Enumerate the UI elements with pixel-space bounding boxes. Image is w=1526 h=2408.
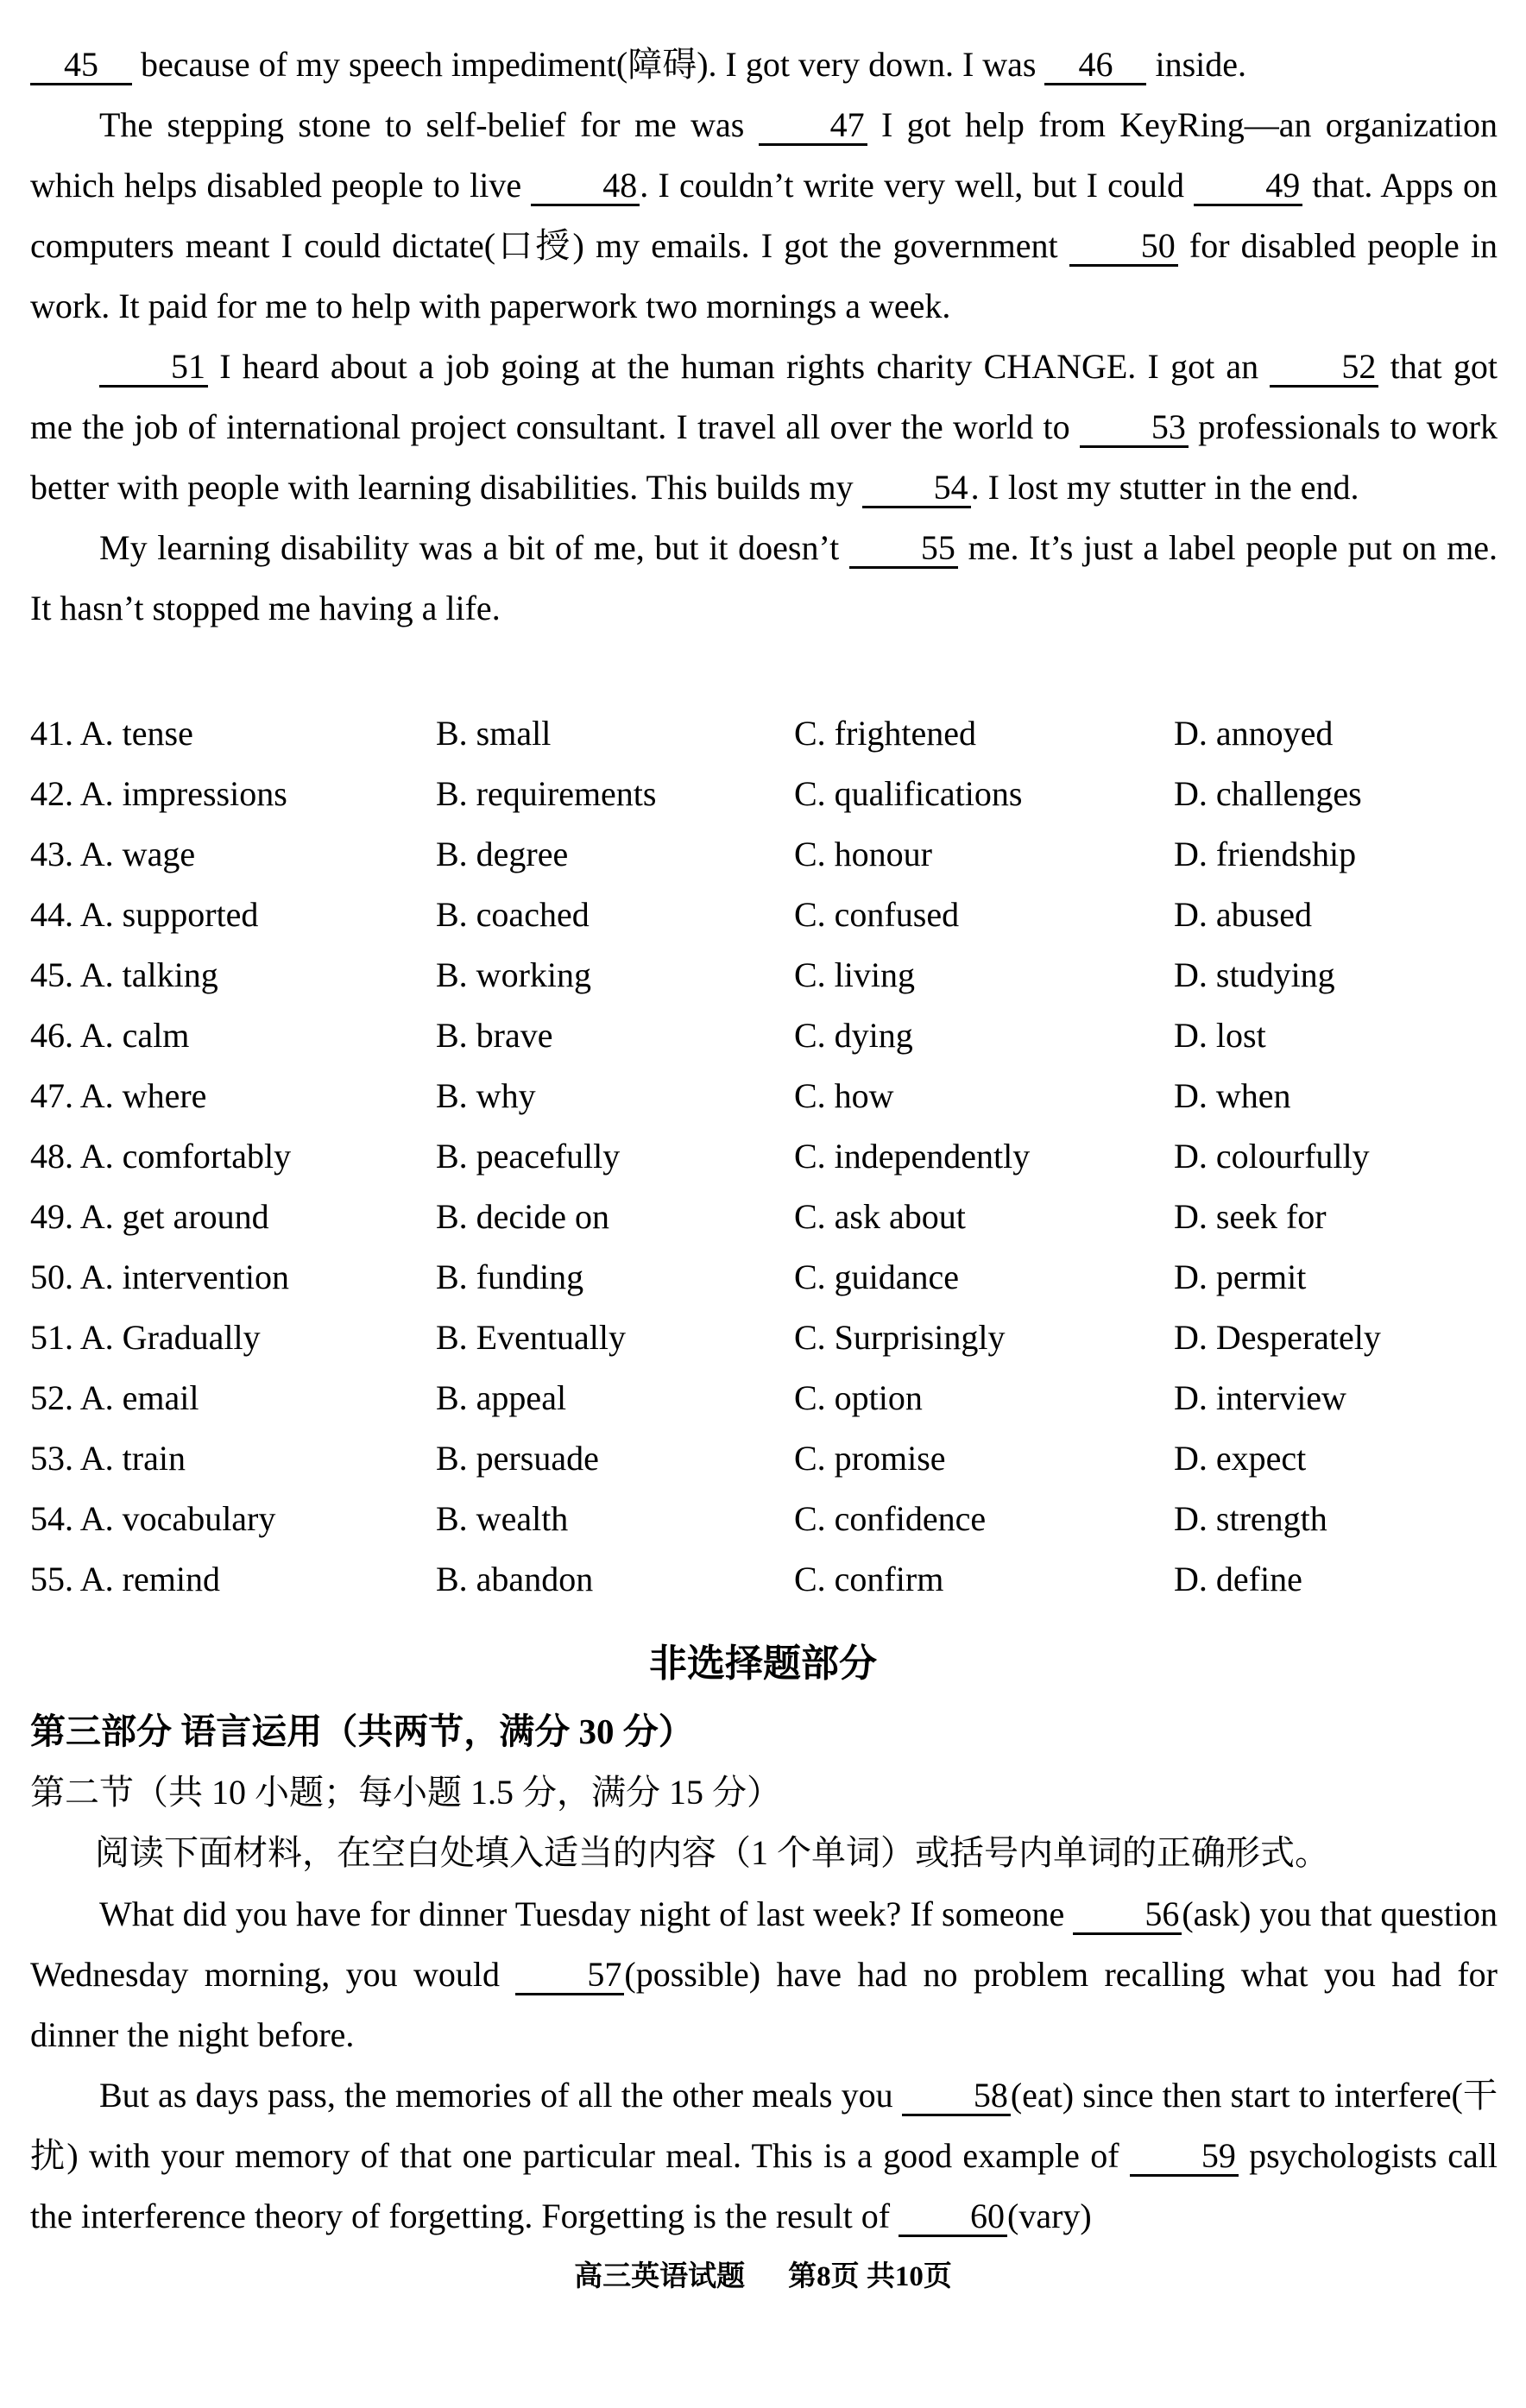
option-46-d: D. lost xyxy=(1174,1016,1266,1055)
blank-57: 57 xyxy=(515,1957,624,1995)
option-44-b: B. coached xyxy=(436,895,590,934)
option-54-b: B. wealth xyxy=(436,1499,569,1538)
option-row-46 xyxy=(30,1005,1498,1066)
option-row-50 xyxy=(30,1247,1498,1308)
option-46-b: B. brave xyxy=(436,1016,553,1055)
blank-48: 48 xyxy=(531,167,640,206)
instruction-text: 阅读下面材料，在空白处填入适当的内容（1 个单词）或括号内单词的正确形式。 xyxy=(95,1833,1329,1872)
option-row-43 xyxy=(30,824,1498,885)
blank-53: 53 xyxy=(1080,409,1189,448)
option-43-d: D. friendship xyxy=(1174,835,1357,873)
option-46-a: 46. A. calm xyxy=(30,1016,190,1055)
option-53-c: C. promise xyxy=(794,1439,946,1478)
option-48-c: C. independently xyxy=(794,1137,1031,1176)
cloze-passage xyxy=(30,35,1498,639)
blank-51: 51 xyxy=(99,349,208,388)
option-52-b: B. appeal xyxy=(436,1378,567,1417)
option-51-a: 51. A. Gradually xyxy=(30,1318,261,1357)
blank-54: 54 xyxy=(862,470,971,508)
paragraph: 45 because of my speech impediment(障碍). I got very down. I was 46 inside. xyxy=(30,35,1498,95)
option-row-41 xyxy=(30,703,1498,764)
grammar-passage xyxy=(30,1884,1498,2247)
option-54-c: C. confidence xyxy=(794,1499,987,1538)
part3-header: 第三部分 语言运用（共两节，满分 30 分） xyxy=(30,1711,694,1751)
option-41-a: 41. A. tense xyxy=(30,714,193,753)
paragraph: But as days pass, the memories of all the other meals you 58(eat) since then start to interfere(干扰) with your memory of that one particular meal. This is a good example of 59 psychologists call the interference theory of forgetting. Forgetting is the result of 60(vary) xyxy=(30,2076,1498,2235)
option-55-d: D. define xyxy=(1174,1560,1302,1598)
option-row-53 xyxy=(30,1428,1498,1489)
option-54-d: D. strength xyxy=(1174,1499,1327,1538)
blank-45: 45 xyxy=(30,47,132,85)
option-52-d: D. interview xyxy=(1174,1378,1346,1417)
option-51-b: B. Eventually xyxy=(436,1318,626,1357)
option-row-52 xyxy=(30,1368,1498,1428)
option-45-d: D. studying xyxy=(1174,955,1335,994)
option-44-d: D. abused xyxy=(1174,895,1312,934)
blank-59: 59 xyxy=(1130,2138,1239,2177)
blank-55: 55 xyxy=(849,530,958,569)
footer-exam-title: 高三英语试题 xyxy=(574,2261,746,2292)
option-row-47 xyxy=(30,1066,1498,1126)
footer-page-info: 第8页 共10页 xyxy=(788,2261,952,2292)
option-42-c: C. qualifications xyxy=(794,774,1023,813)
option-50-c: C. guidance xyxy=(794,1258,960,1296)
paragraph: What did you have for dinner Tuesday night of last week? If someone 56(ask) you that question Wednesday morning, you would 57(possible) have had no problem recalling what you had for dinner the night before. xyxy=(30,1894,1498,2054)
section-title: 非选择题部分 xyxy=(649,1642,877,1685)
option-45-a: 45. A. talking xyxy=(30,955,218,994)
option-41-d: D. annoyed xyxy=(1174,714,1334,753)
blank-60: 60 xyxy=(899,2198,1007,2237)
option-row-44 xyxy=(30,885,1498,945)
option-row-45 xyxy=(30,945,1498,1005)
option-49-c: C. ask about xyxy=(794,1197,966,1236)
options-table xyxy=(30,703,1498,1610)
option-55-b: B. abandon xyxy=(436,1560,594,1598)
option-45-b: B. working xyxy=(436,955,591,994)
option-48-a: 48. A. comfortably xyxy=(30,1137,292,1176)
option-42-d: D. challenges xyxy=(1174,774,1362,813)
option-51-c: C. Surprisingly xyxy=(794,1318,1006,1357)
option-43-a: 43. A. wage xyxy=(30,835,196,873)
option-52-c: C. option xyxy=(794,1378,923,1417)
option-55-c: C. confirm xyxy=(794,1560,944,1598)
option-46-c: C. dying xyxy=(794,1016,913,1055)
option-43-b: B. degree xyxy=(436,835,569,873)
option-44-c: C. confused xyxy=(794,895,960,934)
option-row-51 xyxy=(30,1308,1498,1368)
option-47-d: D. when xyxy=(1174,1076,1291,1115)
blank-50: 50 xyxy=(1069,228,1178,267)
option-50-b: B. funding xyxy=(436,1258,584,1296)
option-47-b: B. why xyxy=(436,1076,536,1115)
option-row-54 xyxy=(30,1489,1498,1549)
option-43-c: C. honour xyxy=(794,835,932,873)
option-row-55 xyxy=(30,1549,1498,1610)
option-48-b: B. peacefully xyxy=(436,1137,621,1176)
option-47-a: 47. A. where xyxy=(30,1076,207,1115)
option-41-c: C. frightened xyxy=(794,714,977,753)
blank-58: 58 xyxy=(902,2077,1011,2116)
option-50-a: 50. A. intervention xyxy=(30,1258,289,1296)
option-42-b: B. requirements xyxy=(436,774,657,813)
section2-header: 第二节（共 10 小题；每小题 1.5 分，满分 15 分） xyxy=(30,1773,781,1812)
page-footer xyxy=(0,2251,1526,2303)
option-47-c: C. how xyxy=(794,1076,894,1115)
option-52-a: 52. A. email xyxy=(30,1378,199,1417)
blank-49: 49 xyxy=(1194,167,1302,206)
option-44-a: 44. A. supported xyxy=(30,895,259,934)
option-45-c: C. living xyxy=(794,955,916,994)
option-55-a: 55. A. remind xyxy=(30,1560,220,1598)
blank-56: 56 xyxy=(1073,1896,1182,1935)
option-51-d: D. Desperately xyxy=(1174,1318,1381,1357)
option-49-d: D. seek for xyxy=(1174,1197,1327,1236)
paragraph: 51 I heard about a job going at the human rights charity CHANGE. I got an 52 that got me the job of international project consultant. I travel all over the world to 53 professionals to work better with people with learning disabilities. This builds my 54. I lost my stutter in the end. xyxy=(30,347,1498,507)
blank-46: 46 xyxy=(1044,47,1146,85)
blank-47: 47 xyxy=(759,107,867,146)
option-49-a: 49. A. get around xyxy=(30,1197,269,1236)
option-53-a: 53. A. train xyxy=(30,1439,186,1478)
paragraph: My learning disability was a bit of me, but it doesn’t 55 me. It’s just a label people put on me. It hasn’t stopped me having a life. xyxy=(30,528,1498,627)
option-42-a: 42. A. impressions xyxy=(30,774,287,813)
option-41-b: B. small xyxy=(436,714,552,753)
option-50-d: D. permit xyxy=(1174,1258,1307,1296)
option-row-48 xyxy=(30,1126,1498,1187)
option-53-b: B. persuade xyxy=(436,1439,599,1478)
option-49-b: B. decide on xyxy=(436,1197,610,1236)
option-48-d: D. colourfully xyxy=(1174,1137,1370,1176)
option-53-d: D. expect xyxy=(1174,1439,1307,1478)
option-row-49 xyxy=(30,1187,1498,1247)
option-54-a: 54. A. vocabulary xyxy=(30,1499,276,1538)
blank-52: 52 xyxy=(1270,349,1378,388)
option-row-42 xyxy=(30,764,1498,824)
paragraph: The stepping stone to self-belief for me was 47 I got help from KeyRing—an organization which helps disabled people to live 48. I couldn’t write very well, but I could 49 that. Apps on computers meant I could dictate(口授) my emails. I got the government 50 for disabled people in work. It paid for me to help with paperwork two mornings a week. xyxy=(30,105,1498,325)
